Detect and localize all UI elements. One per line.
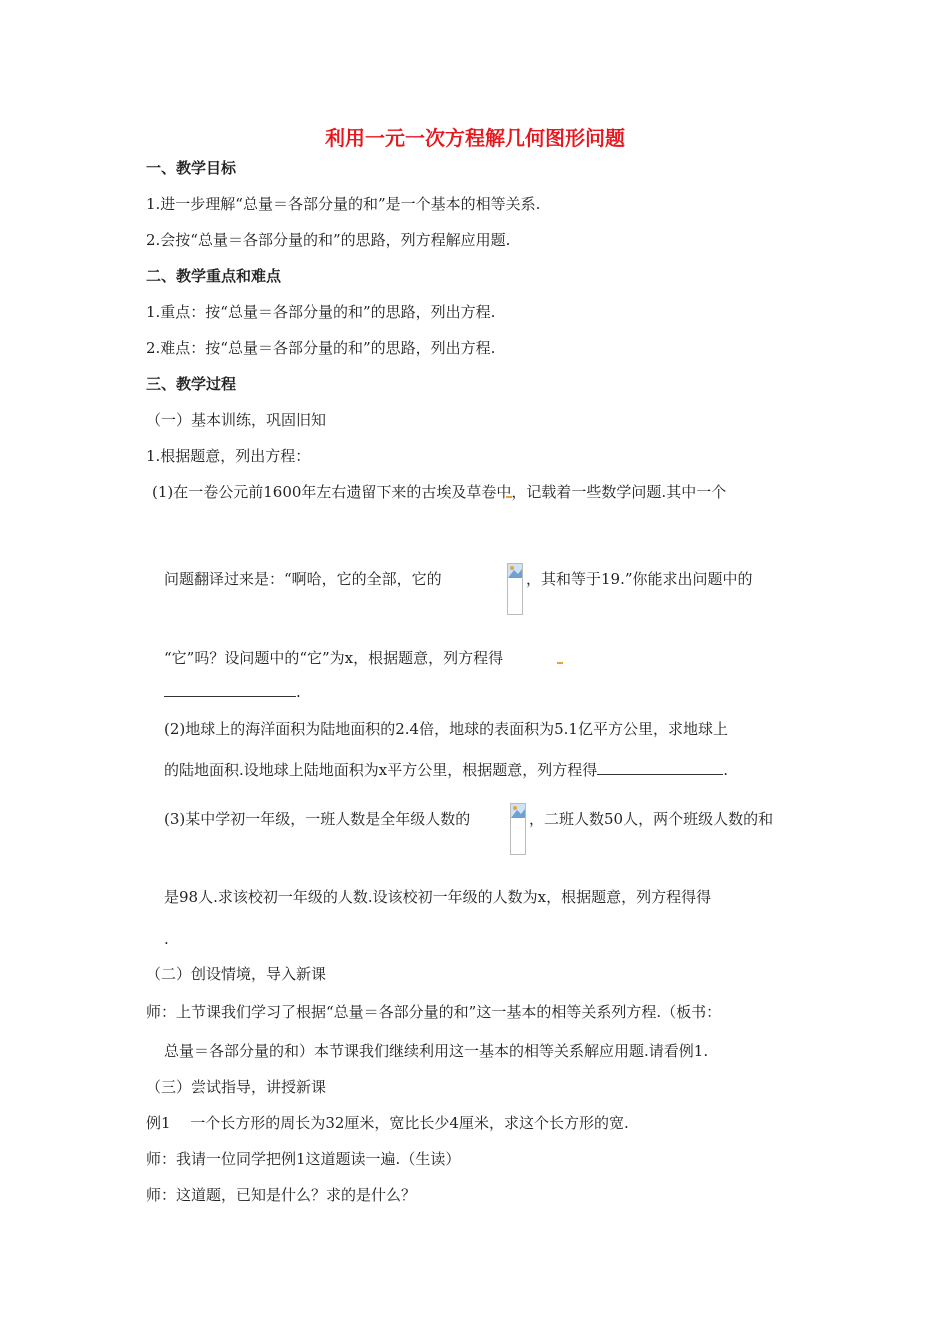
section-heading-key-points: 二、教学重点和难点 bbox=[146, 267, 282, 285]
teacher-line-1a: 师：上节课我们学习了根据“总量＝各部分量的和”这一基本的相等关系列方程.（板书： bbox=[146, 1003, 722, 1021]
section-heading-objectives: 一、教学目标 bbox=[146, 159, 237, 177]
period: . bbox=[296, 683, 301, 701]
edit-mark-icon bbox=[557, 658, 563, 664]
example-1: 例1 一个长方形的周长为32厘米，宽比长少4厘米，求这个长方形的宽. bbox=[146, 1114, 629, 1132]
question-1-line-2-start: 问题翻译过来是：“啊哈，它的全部，它的 bbox=[164, 570, 442, 588]
objective-1: 1.进一步理解“总量＝各部分量的和”是一个基本的相等关系. bbox=[146, 195, 541, 213]
answer-blank[interactable] bbox=[164, 682, 296, 697]
question-2-text: 的陆地面积.设地球上陆地面积为x平方公里，根据题意，列方程得 bbox=[164, 761, 598, 779]
exercise-intro: 1.根据题意，列出方程： bbox=[146, 447, 311, 465]
fraction-image-placeholder-icon bbox=[510, 803, 526, 855]
objective-2: 2.会按“总量＝各部分量的和”的思路，列方程解应用题. bbox=[146, 231, 511, 249]
fraction-image-placeholder-icon bbox=[507, 563, 523, 615]
question-1-line-2-end: ，其和等于19.”你能求出问题中的 bbox=[526, 570, 753, 588]
teacher-line-2: 师：我请一位同学把例1这道题读一遍.（生读） bbox=[146, 1150, 461, 1168]
question-1-line-1: (1)在一卷公元前1600年左右遗留下来的古埃及草卷中，记载着一些数学问题.其中一个 bbox=[152, 483, 727, 501]
process-step-3-heading: （三）尝试指导，讲授新课 bbox=[146, 1078, 327, 1096]
process-step-2-heading: （二）创设情境，导入新课 bbox=[146, 965, 327, 983]
question-2-line-2 bbox=[164, 760, 728, 780]
edit-mark-icon bbox=[506, 492, 512, 498]
teacher-line-1b: 总量＝各部分量的和）本节课我们继续利用这一基本的相等关系解应用题.请看例1. bbox=[164, 1042, 709, 1060]
section-heading-process: 三、教学过程 bbox=[146, 375, 237, 393]
process-step-1-heading: （一）基本训练，巩固旧知 bbox=[146, 411, 327, 429]
key-point-1: 1.重点：按“总量＝各部分量的和”的思路，列出方程. bbox=[146, 303, 496, 321]
question-3-answer-end: . bbox=[164, 930, 169, 948]
question-2-line-1: (2)地球上的海洋面积为陆地面积的2.4倍，地球的表面积为5.1亿平方公里，求地球上 bbox=[164, 720, 728, 738]
key-point-2: 2.难点：按“总量＝各部分量的和”的思路，列出方程. bbox=[146, 339, 496, 357]
question-3-line-1-start: (3)某中学初一年级，一班人数是全年级人数的 bbox=[164, 810, 471, 828]
question-3-line-2: 是98人.求该校初一年级的人数.设该校初一年级的人数为x，根据题意，列方程得得 bbox=[164, 888, 712, 906]
answer-blank[interactable] bbox=[597, 760, 723, 775]
period: . bbox=[723, 761, 729, 779]
question-3-line-1-end: ，二班人数50人，两个班级人数的和 bbox=[529, 810, 774, 828]
document-title: 利用一元一次方程解几何图形问题 bbox=[325, 126, 625, 150]
question-1-line-3: “它”吗？设问题中的“它”为x，根据题意，列方程得 bbox=[164, 649, 504, 667]
question-1-answer bbox=[164, 682, 301, 702]
teacher-line-3: 师：这道题，已知是什么？求的是什么？ bbox=[146, 1186, 417, 1204]
